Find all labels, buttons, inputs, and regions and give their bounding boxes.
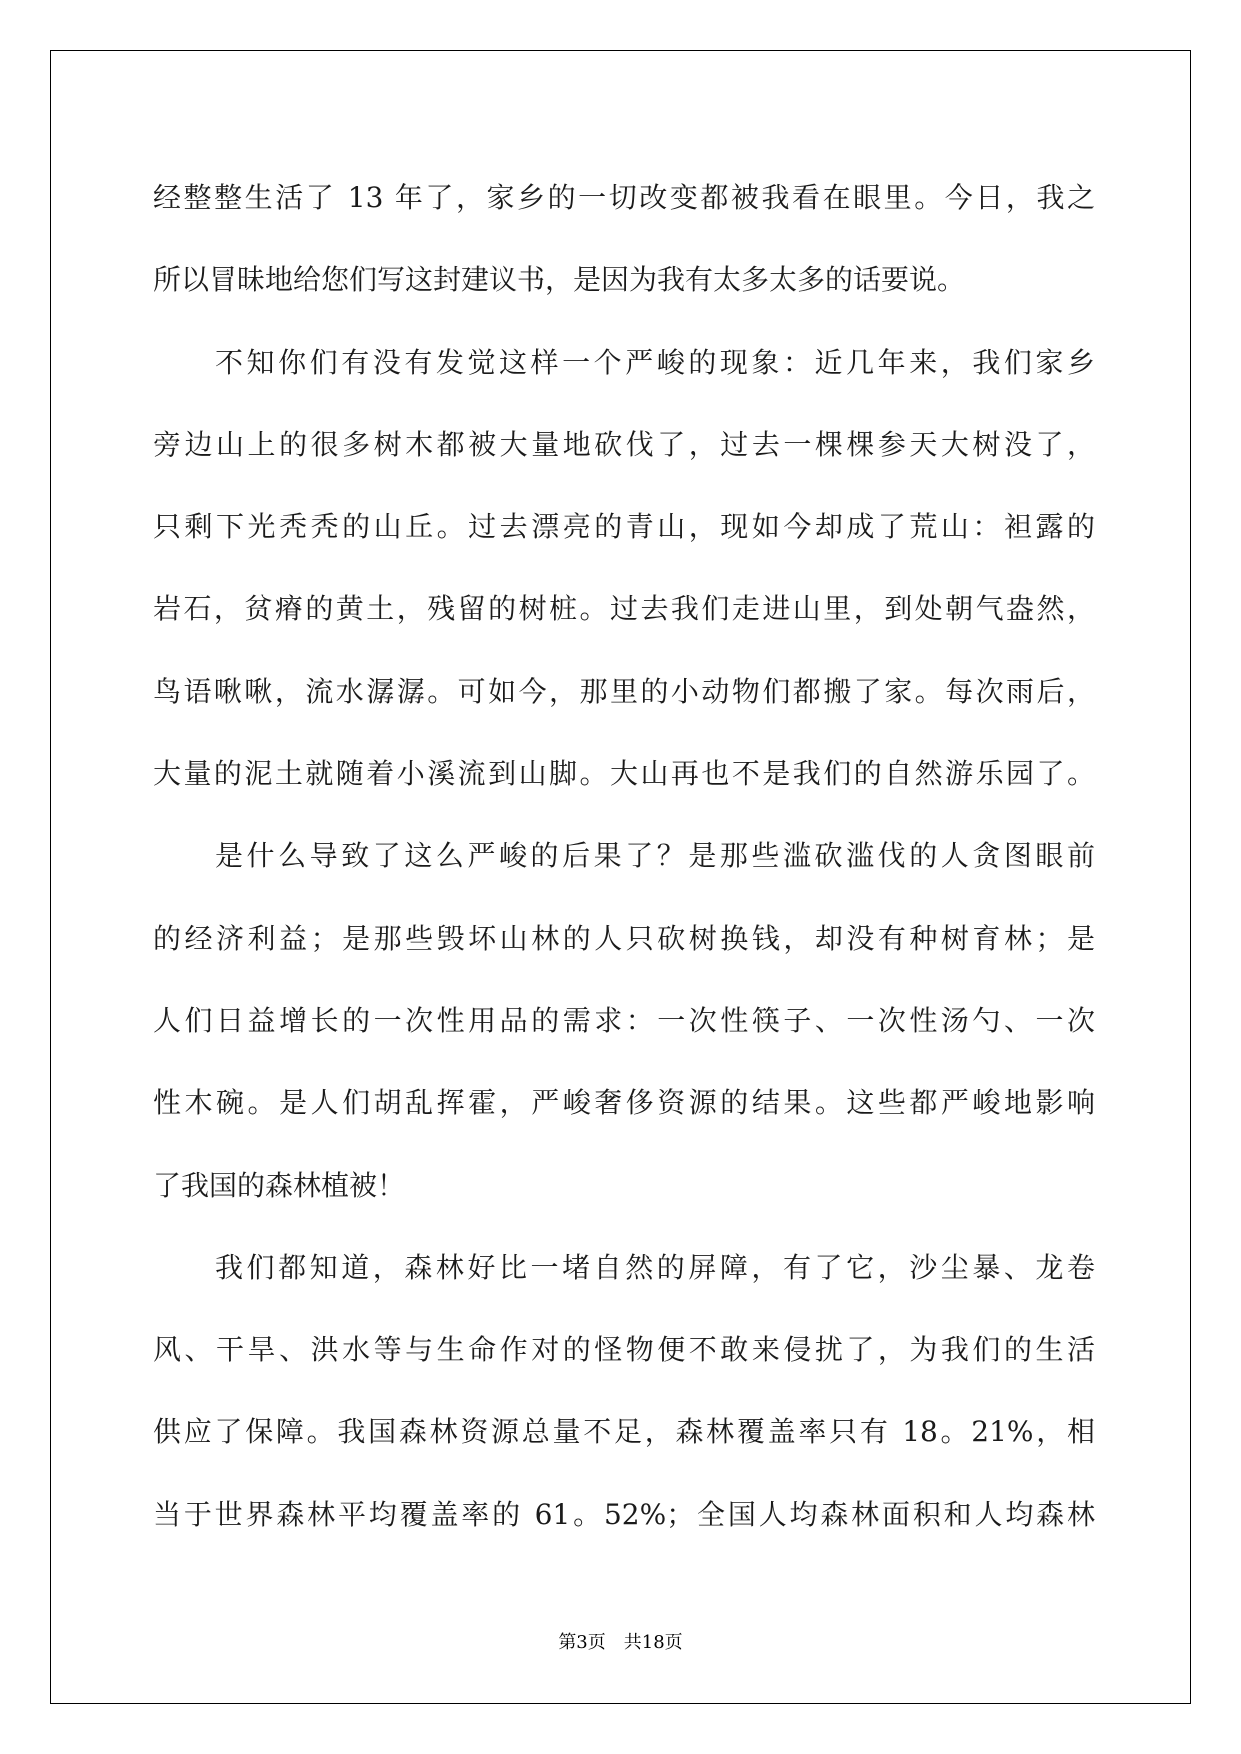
text-line: 经整整生活了 13 年了，家乡的一切改变都被我看在眼里。今日，我之	[153, 181, 1095, 214]
text-line: 的经济利益；是那些毁坏山林的人只砍树换钱，却没有种树育林；是	[153, 921, 1095, 955]
text-line: 了我国的森林植被！	[153, 1168, 406, 1202]
page-number: 第3页	[558, 1632, 606, 1653]
text-line: 人们日益增长的一次性用品的需求：一次性筷子、一次性汤勺、一次	[153, 1003, 1095, 1037]
text-line: 大量的泥土就随着小溪流到山脚。大山再也不是我们的自然游乐园了。	[153, 757, 1095, 791]
text-line: 供应了保障。我国森林资源总量不足，森林覆盖率只有 18。21%，相	[153, 1415, 1095, 1449]
page-footer	[0, 1628, 1241, 1654]
text-line: 旁边山上的很多树木都被大量地砍伐了，过去一棵棵参天大树没了，	[153, 427, 1095, 461]
text-line: 性木碗。是人们胡乱挥霍，严峻奢侈资源的结果。这些都严峻地影响	[153, 1086, 1095, 1120]
text-line: 所以冒昧地给您们写这封建议书，是因为我有太多太多的话要说。	[153, 263, 966, 297]
text-line: 岩石，贫瘠的黄土，残留的树桩。过去我们走进山里，到处朝气盎然，	[153, 592, 1095, 626]
paragraph-start-line: 不知你们有没有发觉这样一个严峻的现象：近几年来，我们家乡	[215, 345, 1095, 379]
paragraph-start-line: 是什么导致了这么严峻的后果了？是那些滥砍滥伐的人贪图眼前	[215, 839, 1095, 873]
text-line: 风、干旱、洪水等与生命作对的怪物便不敢来侵扰了，为我们的生活	[153, 1333, 1095, 1367]
text-line: 只剩下光秃秃的山丘。过去漂亮的青山，现如今却成了荒山：袒露的	[153, 510, 1095, 544]
page-total: 共18页	[623, 1632, 683, 1653]
text-line: 鸟语啾啾，流水潺潺。可如今，那里的小动物们都搬了家。每次雨后，	[153, 674, 1095, 708]
text-line: 当于世界森林平均覆盖率的 61。52%；全国人均森林面积和人均森林	[153, 1497, 1095, 1531]
paragraph-start-line: 我们都知道，森林好比一堵自然的屏障，有了它，沙尘暴、龙卷	[215, 1250, 1095, 1284]
document-body	[153, 157, 1095, 1556]
